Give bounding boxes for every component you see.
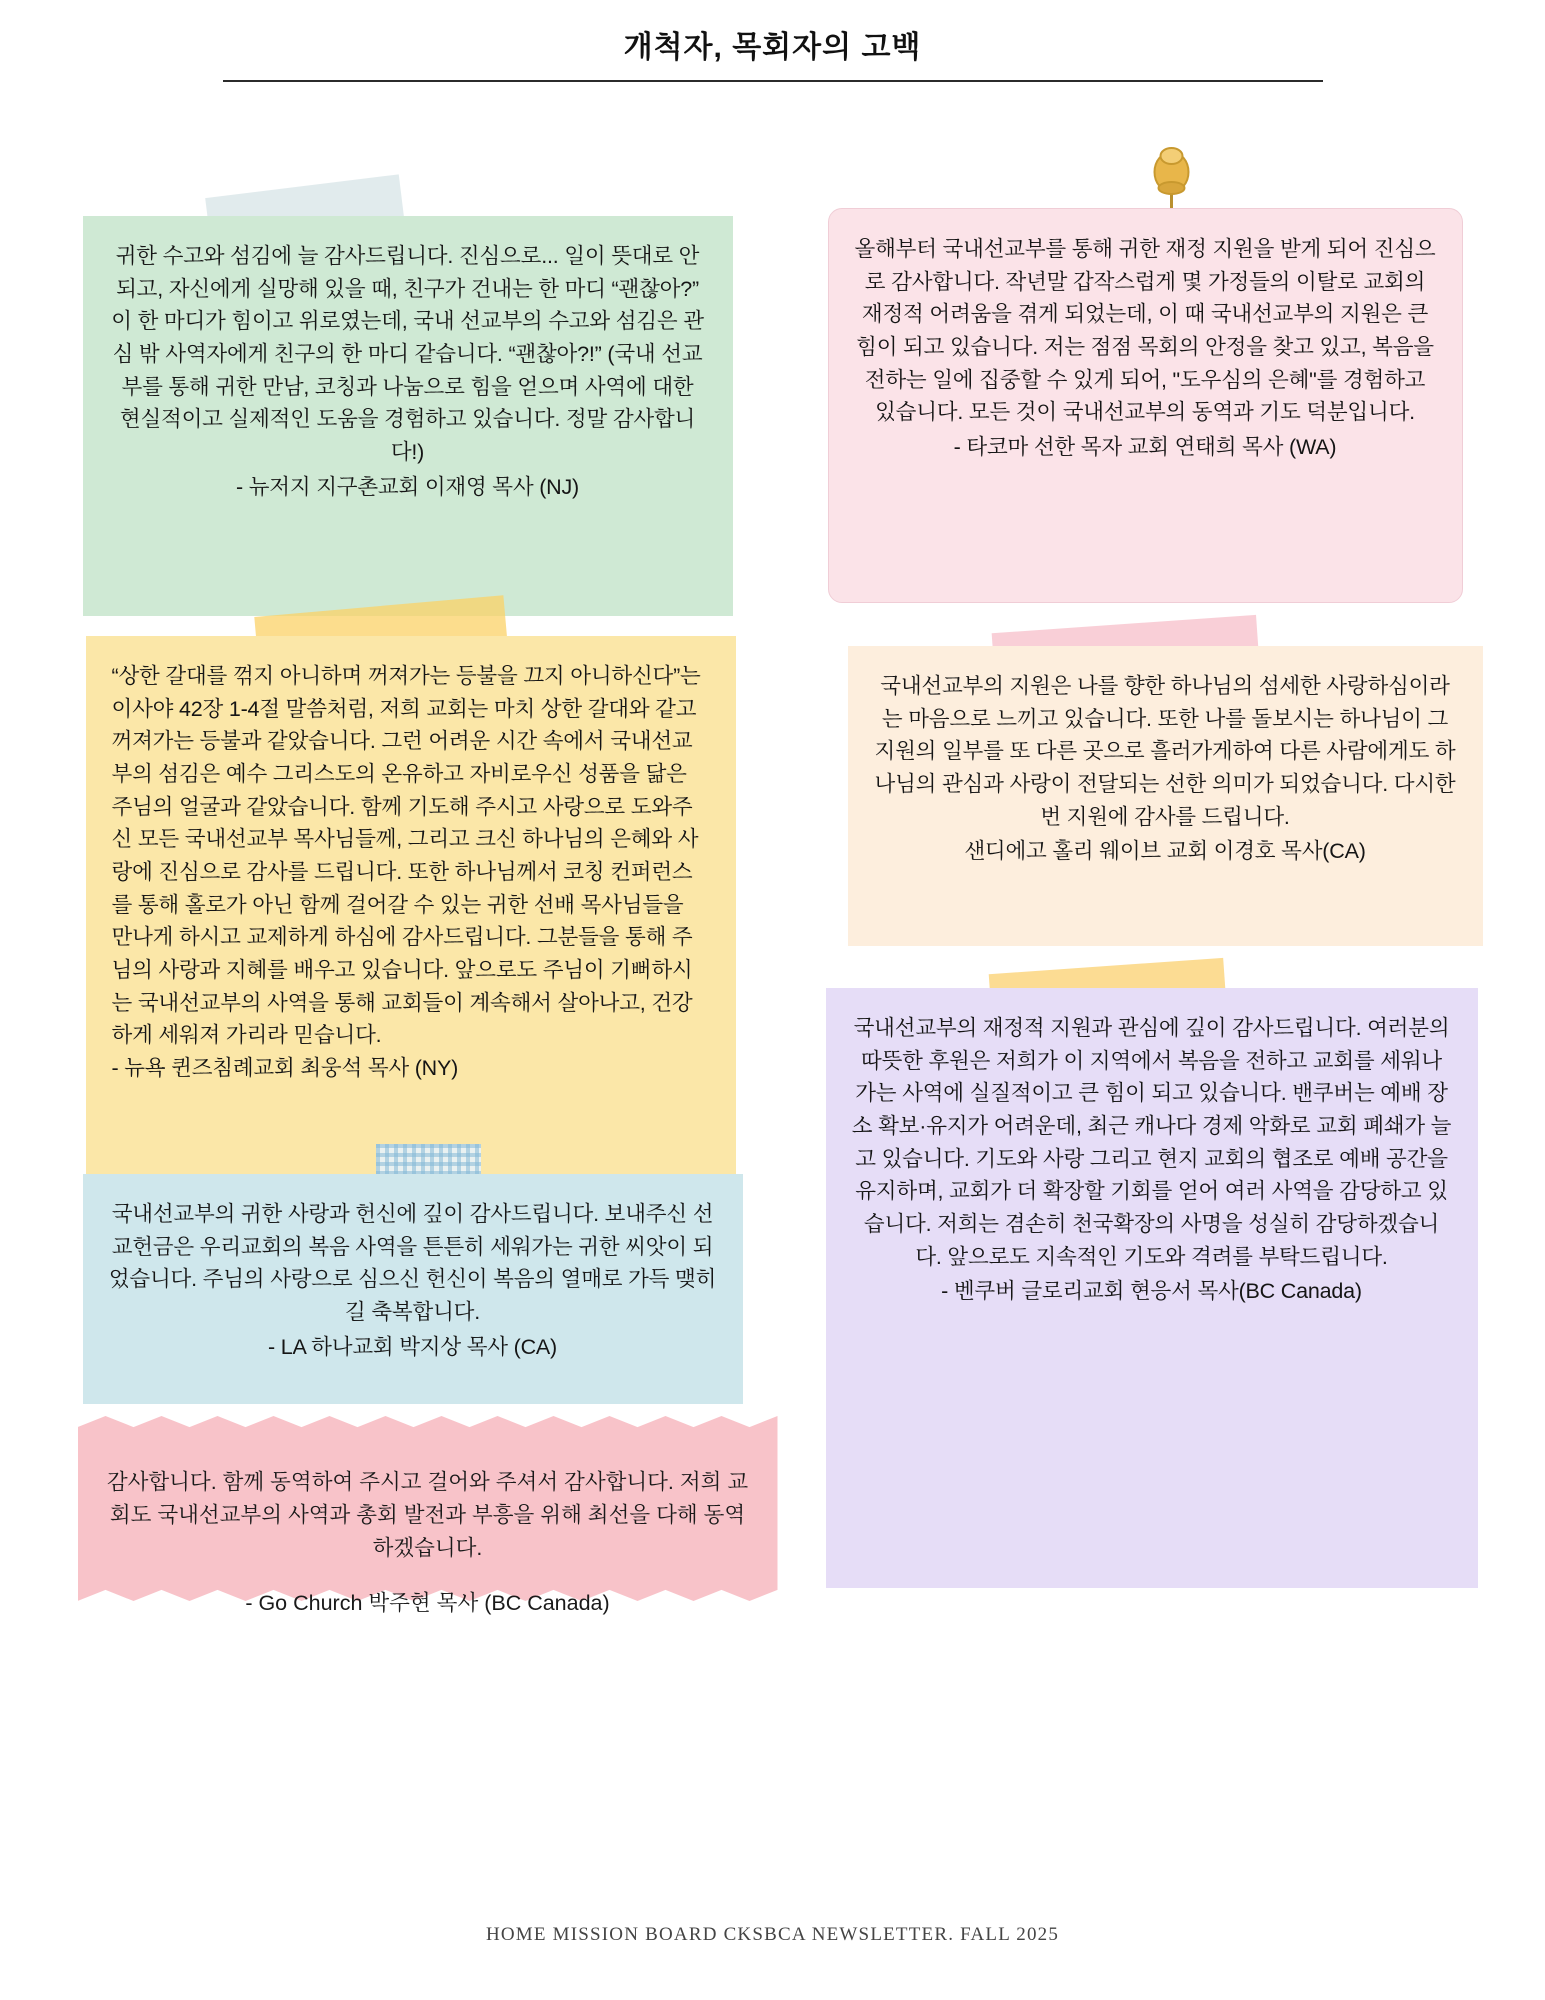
note-go-church-text	[78, 1416, 778, 1646]
note-ca-la-author: - LA 하나교회 박지상 목사 (CA)	[267, 1334, 558, 1359]
note-ny-body: “상한 갈대를 꺾지 아니하며 꺼져가는 등불을 끄지 아니하신다”는 이사야 42장 1-4절 말씀처럼, 저희 교회는 마치 상한 갈대와 같고 꺼져가는 등불과 같았습니다. 그런 어려운 시간 속에서 국내선교부의 섬김은 예수 그리스도의 온유하고 자비로우신 성품을 닮은 주님의 얼굴과 같았습니다. 함께 기도해 주시고 사랑으로 도와주신 모든 국내선교부 목사님들께, 그리고 크신 하나님의 은혜와 사랑에 진심으로 감사를 드립니다. 또한 하나님께서 코칭 컨퍼런스를 통해 홀로가 아닌 함께 걸어갈 수 있는 귀한 선배 목사님들을 만나게 하시고 교제하게 하심에 감사드립니다. 그분들을 통해 주님의 사랑과 지혜를 배우고 있습니다. 앞으로도 주님이 기뻐하시는 국내선교부의 사역을 통해 교회들이 계속해서 살아나고, 건강하게 세워져 가리라 믿습니다.	[111, 664, 701, 1048]
note-ca-sandiego-body: 국내선교부의 지원은 나를 향한 하나님의 섬세한 사랑하심이라는 마음으로 느끼고 있습니다. 또한 나를 돌보시는 하나님이 그 지원의 일부를 또 다른 곳으로 흘러가게하여 다른 사람에게도 하나님의 관심과 사랑이 전달되는 선한 의미가 되었습니다. 다시한번 지원에 감사를 드립니다.	[874, 674, 1456, 829]
note-nj	[83, 216, 733, 616]
note-ca-la-body: 국내선교부의 귀한 사랑과 헌신에 깊이 감사드립니다. 보내주신 선교헌금은 우리교회의 복음 사역을 튼튼히 세워가는 귀한 씨앗이 되었습니다. 주님의 사랑으로 심으신 헌신이 복음의 열매로 가득 맺히길 축복합니다.	[108, 1202, 717, 1325]
note-nj-body: 귀한 수고와 섬김에 늘 감사드립니다. 진심으로... 일이 뜻대로 안 되고, 자신에게 실망해 있을 때, 친구가 건내는 한 마디 “괜찮아?” 이 한 마디가 힘이고 위로였는데, 국내 선교부의 수고와 섬김은 관심 밖 사역자에게 친구의 한 마디 같습니다. “괜찮아?!” (국내 선교부를 통해 귀한 만남, 코칭과 나눔으로 힘을 얻으며 사역에 대한 현실적이고 실제적인 도움을 경험하고 있습니다. 정말 감사합니다!)	[111, 244, 704, 465]
note-wa-body: 올해부터 국내선교부를 통해 귀한 재정 지원을 받게 되어 진심으로 감사합니다. 작년말 갑작스럽게 몇 가정들의 이탈로 교회의 재정적 어려움을 겪게 되었는데, 이 때 국내선교부의 지원은 큰 힘이 되고 있습니다. 저는 점점 목회의 안정을 찾고 있고, 복음을 전하는 일에 집중할 수 있게 되어, "도우심의 은혜"를 경험하고 있습니다. 모든 것이 국내선교부의 동역과 기도 덕분입니다.	[854, 237, 1436, 425]
note-ny	[86, 636, 736, 1176]
header-divider	[223, 80, 1323, 82]
notes-area	[28, 116, 1518, 1836]
note-go-church-author: - Go Church 박주현 목사 (BC Canada)	[245, 1590, 610, 1615]
note-wa	[828, 208, 1463, 603]
note-bc-vancouver-author: - 벤쿠버 글로리교회 현응서 목사(BC Canada)	[941, 1279, 1362, 1304]
note-ny-author: - 뉴욕 퀸즈침례교회 최웅석 목사 (NY)	[111, 1056, 459, 1081]
page-title: 개척자, 목회자의 고백	[623, 31, 922, 64]
page-footer: HOME MISSION BOARD CKSBCA NEWSLETTER. FALL 2025	[485, 1924, 1060, 1945]
note-ca-sandiego	[848, 646, 1483, 946]
note-nj-author: - 뉴저지 지구촌교회 이재영 목사 (NJ)	[235, 474, 580, 499]
note-go-church	[78, 1416, 778, 1615]
note-ca-la	[83, 1174, 743, 1404]
note-bc-vancouver	[826, 988, 1478, 1588]
note-bc-vancouver-body: 국내선교부의 재정적 지원과 관심에 깊이 감사드립니다. 여러분의 따뜻한 후원은 저희가 이 지역에서 복음을 전하고 교회를 세워나가는 사역에 실질적이고 큰 힘이 되고 있습니다. 밴쿠버는 예배 장소 확보·유지가 어려운데, 최근 캐나다 경제 악화로 교회 폐쇄가 늘고 있습니다. 기도와 사랑 그리고 현지 교회의 협조로 예배 공간을 유지하며, 교회가 더 확장할 기회를 얻어 여러 사역을 감당하고 있습니다. 저희는 겸손히 천국확장의 사명을 성실히 감당하겠습니다. 앞으로도 지속적인 기도와 격려를 부탁드립니다.	[851, 1016, 1452, 1269]
note-wa-author: - 타코마 선한 목자 교회 연태희 목사 (WA)	[953, 435, 1337, 460]
note-go-church-body: 감사합니다. 함께 동역하여 주시고 걸어와 주셔서 감사합니다. 저희 교회도 국내선교부의 사역과 총회 발전과 부흥을 위해 최선을 다해 동역하겠습니다.	[106, 1469, 749, 1561]
page-header	[0, 0, 1545, 82]
note-ca-sandiego-author: 샌디에고 홀리 웨이브 교회 이경호 목사(CA)	[964, 839, 1366, 864]
